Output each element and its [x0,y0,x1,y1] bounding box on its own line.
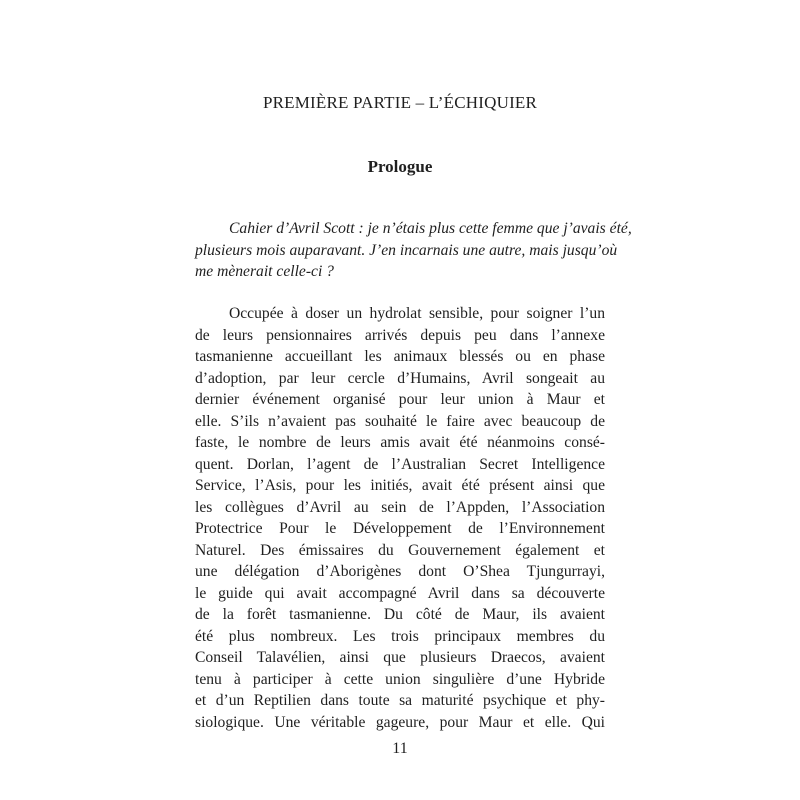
body-line: les collègues d’Avril au sein de l’Appden, l’Association [195,498,605,516]
body-paragraph [195,303,605,733]
body-line: siologique. Une véritable gageure, pour Maur et elle. Qui [195,713,605,731]
body-line: d’adoption, par leur cercle d’Humains, Avril songeait au [195,369,605,387]
body-line: et d’un Reptilien dans toute sa maturité psychique et phy- [195,692,605,709]
page-number: 11 [392,740,408,757]
body-line: le guide qui avait accompagné Avril dans sa découverte [195,584,605,602]
part-title: PREMIÈRE PARTIE – L’ÉCHIQUIER [262,93,538,112]
body-line: Naturel. Des émissaires du Gouvernement également et [195,541,605,559]
epigraph-line: me mènerait celle-ci ? [195,263,334,280]
body-line: dernier événement organisé pour leur union à Maur et [195,391,605,408]
epigraph-line: Cahier d’Avril Scott : je n’étais plus cette femme que j’avais été, [229,220,632,237]
body-line: de leurs pensionnaires arrivés depuis peu dans l’annexe [195,326,605,344]
body-line: Service, l’Asis, pour les initiés, avait été présent ainsi que [195,477,605,494]
body-line: tasmanienne accueillant les animaux blessés ou en phase [195,348,605,365]
body-line: une délégation d’Aborigènes dont O’Shea Tjungurrayi, [195,563,605,580]
body-line: Occupée à doser un hydrolat sensible, pour soigner l’un [229,305,605,322]
body-line: Conseil Talavélien, ainsi que plusieurs Draecos, avaient [195,649,605,666]
body-line: elle. S’ils n’avaient pas souhaité le faire avec beaucoup de [195,412,605,430]
body-line: tenu à participer à cette union singulière d’une Hybride [195,670,605,688]
body-line: quent. Dorlan, l’agent de l’Australian Secret Intelligence [195,455,605,473]
epigraph [195,218,632,283]
body-line: faste, le nombre de leurs amis avait été néanmoins consé- [195,434,605,451]
body-line: Protectrice Pour le Développement de l’Environnement [195,520,605,537]
body-line: été plus nombreux. Les trois principaux membres du [195,627,605,645]
epigraph-line: plusieurs mois auparavant. J’en incarnais une autre, mais jusqu’où [195,241,618,259]
chapter-title: Prologue [367,157,433,176]
body-line: de la forêt tasmanienne. Du côté de Maur, ils avaient [195,606,605,623]
